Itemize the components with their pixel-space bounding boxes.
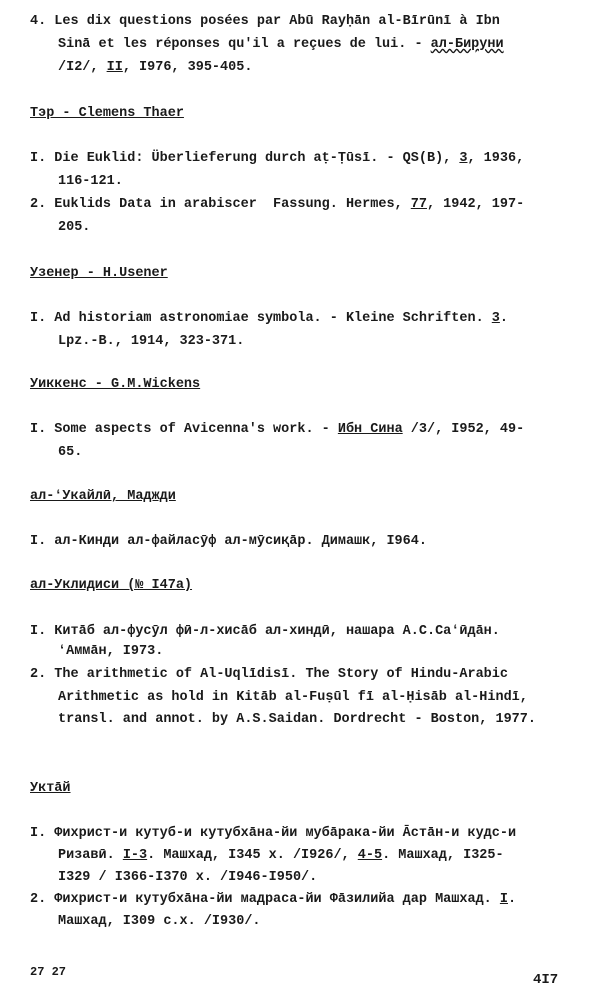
entry-line: ʻАммāн, I973. [58,644,164,659]
entry-line: /I2/, II, I976, 395-405. [58,60,253,75]
section-heading: Тэр - Clemens Thaer [30,106,184,121]
section-heading: ал-ʻУкайлӣ, Маджди [30,489,176,504]
entry-line: 2. Фихрист-и кутубхāна-йи мадраса-йи Фāзилийа дар Машхад. I. [30,892,517,907]
entry-line: I. Китāб ал-фусӯл фӣ-л-хисāб ал-хиндӣ, нашара А.С.Саʻӣдāн. [30,624,500,639]
entry-line: Lpz.-B., 1914, 323-371. [58,334,245,349]
entry-line: transl. and annot. by A.S.Saidan. Dordrecht - Boston, 1977. [58,712,536,727]
footer-code: 27 27 [30,965,67,979]
entry-line: 2. The arithmetic of Al-Uqlīdisī. The Story of Hindu-Arabic [30,667,508,682]
page-number: 4I7 [533,972,559,988]
entry-line: 116-121. [58,174,123,189]
entry-line: I. Фихрист-и кутуб-и кутубхāна-йи мубāрака-йи Āстāн-и кудс-и [30,826,517,841]
entry-line: 4. Les dix questions posées par Abū Rayḥān al-Bīrūnī à Ibn [30,14,500,29]
entry-line: 205. [58,220,91,235]
entry-line: Ризавӣ. I-3. Машхад, I345 х. /I926/, 4-5. Машхад, I325- [58,848,504,863]
section-heading: Узенер - H.Usener [30,266,168,281]
entry-line: I. Ad historiam astronomiae symbola. - Kleine Schriften. 3. [30,311,508,326]
cyrillic-reference: ал-Бируни [430,37,504,52]
section-heading: ал-Уклидиси (№ I47а) [30,578,193,593]
section-heading: Уиккенс - G.M.Wickens [30,377,201,392]
entry-line: I. ал-Кинди ал-файласӯф ал-мӯсиқāр. Димашк, I964. [30,534,427,549]
entry-line: Arithmetic as hold in Kitāb al-Fuṣūl fī al-Ḥisāb al-Hindī, [58,690,528,705]
entry-line: I329 / I366-I370 х. /I946-I950/. [58,870,318,885]
entry-line: Sinā et les réponses qu'il a reçues de lui. - ал-Бируни [58,37,504,52]
entry-line: 65. [58,445,83,460]
entry-line: Машхад, I309 с.х. /I930/. [58,914,261,929]
entry-line: 2. Euklids Data in arabiscer Fassung. Hermes, 77, 1942, 197- [30,197,525,212]
entry-line: I. Some aspects of Avicenna's work. - Ибн Сина /3/, I952, 49- [30,422,525,437]
section-heading: Уктāй [30,781,71,796]
entry-line: I. Die Euklid: Überlieferung durch aṭ-Ṭūsī. - QS(B), 3, 1936, [30,151,525,166]
